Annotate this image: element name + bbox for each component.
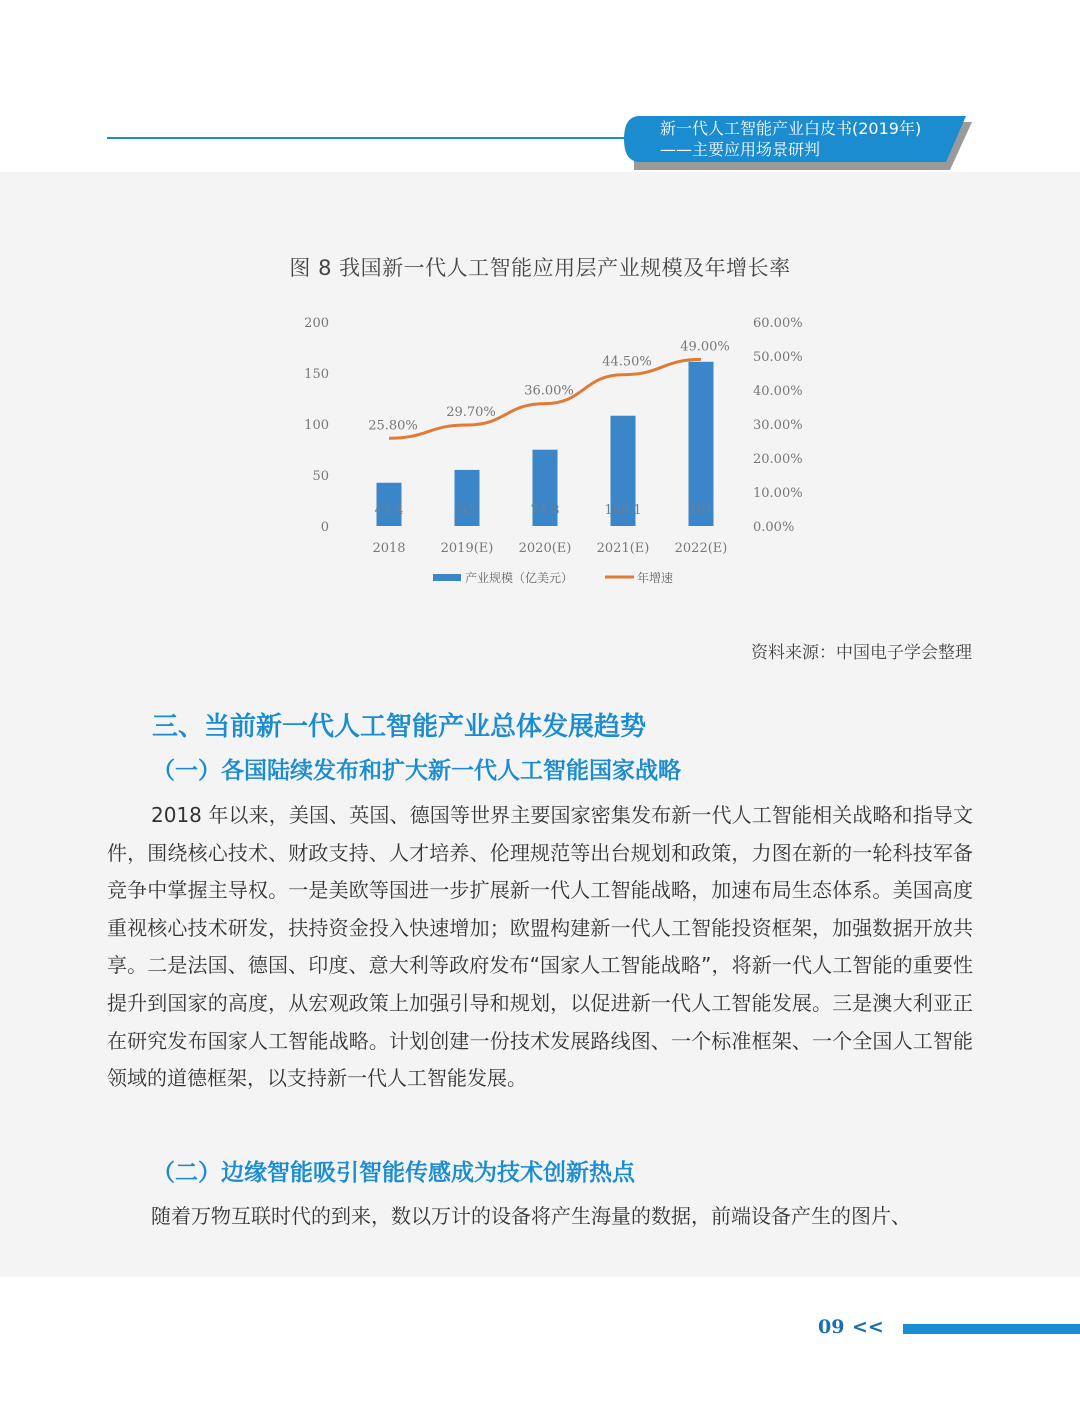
y-right-tick-label: 60.00% [753,316,803,331]
line-data-label: 44.50% [602,354,652,370]
chart [290,305,830,600]
figure-title: 图 8 我国新一代人工智能应用层产业规模及年增长率 [289,256,791,280]
bar-data-label: 108.1 [604,503,642,518]
subsection-heading-2: （二）边缘智能吸引智能传感成为技术创新热点 [152,1160,635,1186]
bar [689,362,714,526]
legend-line-label: 年增速 [637,571,674,585]
y-left-tick-label: 0 [320,520,329,535]
bar-data-label: 74.8 [530,503,560,518]
line-data-label: 25.80% [368,418,418,434]
x-tick-label: 2021(E) [596,541,650,556]
x-tick-label: 2019(E) [440,541,494,556]
x-tick-label: 2020(E) [518,541,572,556]
growth-rate-line [389,359,701,438]
footer-bar [903,1324,1080,1334]
page-footer-area [0,1277,1080,1409]
footer-arrows: << [852,1316,884,1338]
y-left-tick-label: 150 [304,367,329,382]
legend-bar-swatch [433,574,461,581]
bar-data-label: 55 [458,503,476,518]
y-left-tick-label: 100 [304,418,329,433]
y-right-tick-label: 40.00% [753,384,803,399]
section-heading: 三、当前新一代人工智能产业总体发展趋势 [152,712,647,742]
subsection-heading-1: （一）各国陆续发布和扩大新一代人工智能国家战略 [152,758,681,784]
y-left-tick-label: 50 [312,469,329,484]
y-right-tick-label: 10.00% [753,486,803,501]
body-paragraph-1: 2018 年以来，美国、英国、德国等世界主要国家密集发布新一代人工智能相关战略和指导文件，围绕核心技术、财政支持、人才培养、伦理规范等出台规划和政策，力图在新的一轮科技军备竞争中掌握主导权。一是美欧等国进一步扩展新一代人工智能战略，加速布局生态体系。美国高度重视核心技术研发，扶持资金投入快速增加；欧盟构建新一代人工智能投资框架，加强数据开放共享。二是法国、德国、印度、意大利等政府发布“国家人工智能战略”，将新一代人工智能的重要性提升到国家的高度，从宏观政策上加强引导和规划，以促进新一代人工智能发展。三是澳大利亚正在研究发布国家人工智能战略。计划创建一份技术发展路线图、一个标准框架、一个全国人工智能领域的道德框架，以支持新一代人工智能发展。 [107,803,973,1091]
figure-source: 资料来源：中国电子学会整理 [751,643,972,663]
body-paragraph-2: 随着万物互联时代的到来，数以万计的设备将产生海量的数据，前端设备产生的图片、 [151,1204,911,1228]
header-rule [107,137,637,139]
x-tick-label: 2018 [372,541,406,556]
y-right-tick-label: 30.00% [753,418,803,433]
y-left-tick-label: 200 [304,316,329,331]
header-title [660,118,960,160]
line-data-label: 29.70% [446,405,496,421]
header-title-line1: 新一代人工智能产业白皮书(2019年) [660,119,922,138]
y-right-tick-label: 50.00% [753,350,803,365]
y-right-tick-label: 0.00% [753,520,795,535]
header-title-line2: ——主要应用场景研判 [660,140,821,159]
bar-data-label: 161 [688,503,714,518]
line-data-label: 49.00% [680,339,730,355]
line-data-label: 36.00% [524,383,574,399]
page-number: 09 [818,1316,845,1338]
bar-data-label: 42.4 [374,503,404,518]
y-right-tick-label: 20.00% [753,452,803,467]
x-tick-label: 2022(E) [674,541,728,556]
legend-bar-label: 产业规模（亿美元） [465,571,574,585]
chart-svg [290,305,830,600]
